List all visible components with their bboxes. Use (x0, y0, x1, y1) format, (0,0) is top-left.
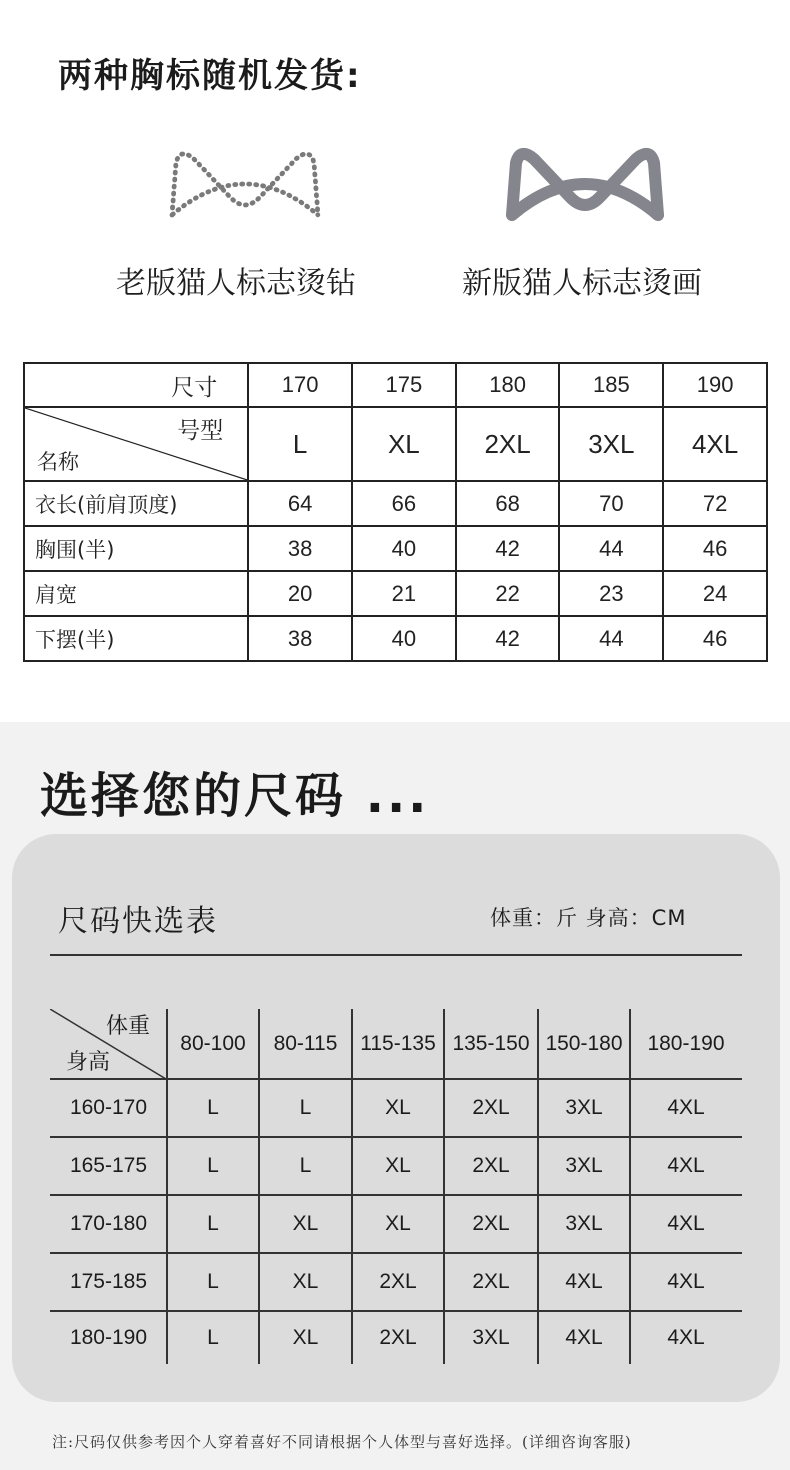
size-cell: XL (385, 1096, 411, 1119)
cat-ears-print-icon (490, 135, 680, 235)
height-cell: 160-170 (69, 1096, 148, 1119)
size-cell: 4XL (667, 1270, 705, 1293)
size-cell: 180 (456, 363, 560, 407)
size-cell: 4XL (667, 1154, 705, 1177)
size-cell: 3XL (565, 1154, 603, 1177)
table-row (24, 526, 767, 571)
size-cell: 4XL (667, 1325, 705, 1349)
size-cell: 185 (559, 363, 663, 407)
value-cell: 44 (559, 526, 663, 571)
spec-type-row (24, 407, 767, 481)
type-header-cell (24, 407, 248, 481)
size-spec-table (23, 362, 768, 662)
height-cell: 180-190 (69, 1325, 148, 1349)
value-cell: 40 (352, 526, 456, 571)
units-label: 体重：斤 身高：CM (490, 906, 687, 930)
weight-header-cell: 80-115 (273, 1032, 338, 1055)
badge-heading: 两种胸标随机发货: (58, 56, 362, 96)
size-note: 注:尺码仅供参考因个人穿着喜好不同请根据个人体型与喜好选择。(详细咨询客服) (52, 1433, 632, 1451)
type-cell: 2XL (456, 407, 560, 481)
size-cell: 2XL (379, 1325, 417, 1349)
size-cell: 2XL (379, 1270, 417, 1293)
size-cell: 190 (663, 363, 767, 407)
size-cell: 4XL (667, 1096, 705, 1119)
type-cell: L (248, 407, 352, 481)
value-cell: 21 (352, 571, 456, 616)
name-label: 名称 (37, 451, 79, 474)
weight-header-cell: 180-190 (647, 1032, 725, 1055)
size-cell: XL (292, 1212, 319, 1235)
row-label: 胸围(半) (24, 526, 248, 571)
size-cell: 4XL (565, 1270, 603, 1293)
value-cell: 68 (456, 481, 560, 526)
size-cell: 4XL (667, 1212, 705, 1235)
size-cell: 170 (248, 363, 352, 407)
size-cell: 2XL (472, 1212, 510, 1235)
row-label: 衣长(前肩顶度) (24, 481, 248, 526)
size-cell: 4XL (565, 1325, 603, 1349)
size-cell: 2XL (472, 1096, 510, 1119)
size-cell: XL (292, 1270, 319, 1293)
quick-size-card (12, 834, 780, 1402)
size-cell: L (299, 1154, 312, 1177)
value-cell: 20 (248, 571, 352, 616)
weight-label: 体重 (106, 1014, 151, 1039)
size-cell: L (207, 1096, 219, 1119)
height-label: 身高 (66, 1050, 111, 1075)
size-chooser-section (0, 722, 790, 1470)
spec-size-row (24, 363, 767, 407)
value-cell: 72 (663, 481, 767, 526)
quick-size-table (50, 1009, 742, 1364)
size-cell: L (207, 1154, 219, 1177)
weight-header-cell: 80-100 (180, 1032, 246, 1055)
size-cell: L (207, 1270, 219, 1293)
size-cell: 2XL (472, 1154, 510, 1177)
new-logo-caption: 新版猫人标志烫画 (462, 266, 702, 301)
height-cell: 175-185 (69, 1270, 148, 1293)
cat-ears-rhinestone-icon (150, 135, 340, 235)
badge-section (0, 0, 790, 722)
type-label: 号型 (177, 417, 224, 443)
value-cell: 40 (352, 616, 456, 661)
size-cell: XL (385, 1154, 411, 1177)
value-cell: 46 (663, 526, 767, 571)
size-cell: 3XL (472, 1325, 510, 1349)
type-cell: 3XL (559, 407, 663, 481)
weight-header-cell: 115-135 (360, 1032, 436, 1055)
value-cell: 22 (456, 571, 560, 616)
card-title: 尺码快选表 (58, 904, 218, 939)
row-label: 肩宽 (24, 571, 248, 616)
value-cell: 64 (248, 481, 352, 526)
height-cell: 165-175 (69, 1154, 148, 1177)
type-cell: XL (352, 407, 456, 481)
value-cell: 66 (352, 481, 456, 526)
size-cell: 175 (352, 363, 456, 407)
weight-header-cell: 135-150 (452, 1032, 530, 1055)
value-cell: 23 (559, 571, 663, 616)
size-cell: 3XL (565, 1096, 603, 1119)
value-cell: 24 (663, 571, 767, 616)
value-cell: 38 (248, 616, 352, 661)
value-cell: 44 (559, 616, 663, 661)
value-cell: 42 (456, 616, 560, 661)
value-cell: 46 (663, 616, 767, 661)
size-cell: L (207, 1325, 219, 1349)
height-cell: 170-180 (69, 1212, 148, 1235)
weight-header-cell: 150-180 (545, 1032, 623, 1055)
chooser-heading: 选择您的尺码 ... (40, 768, 430, 824)
row-label: 下摆(半) (24, 616, 248, 661)
size-label: 尺寸 (171, 374, 218, 401)
size-cell: 3XL (565, 1212, 603, 1235)
table-row (24, 481, 767, 526)
size-cell: 2XL (472, 1270, 510, 1293)
value-cell: 70 (559, 481, 663, 526)
old-logo-caption: 老版猫人标志烫钻 (116, 266, 356, 301)
table-row (24, 616, 767, 661)
size-cell: L (207, 1212, 219, 1235)
size-header-cell (24, 363, 248, 407)
size-cell: XL (292, 1325, 319, 1349)
value-cell: 42 (456, 526, 560, 571)
size-cell: XL (385, 1212, 411, 1235)
divider (50, 954, 742, 956)
size-cell: L (299, 1096, 312, 1119)
table-row (24, 571, 767, 616)
type-cell: 4XL (663, 407, 767, 481)
value-cell: 38 (248, 526, 352, 571)
